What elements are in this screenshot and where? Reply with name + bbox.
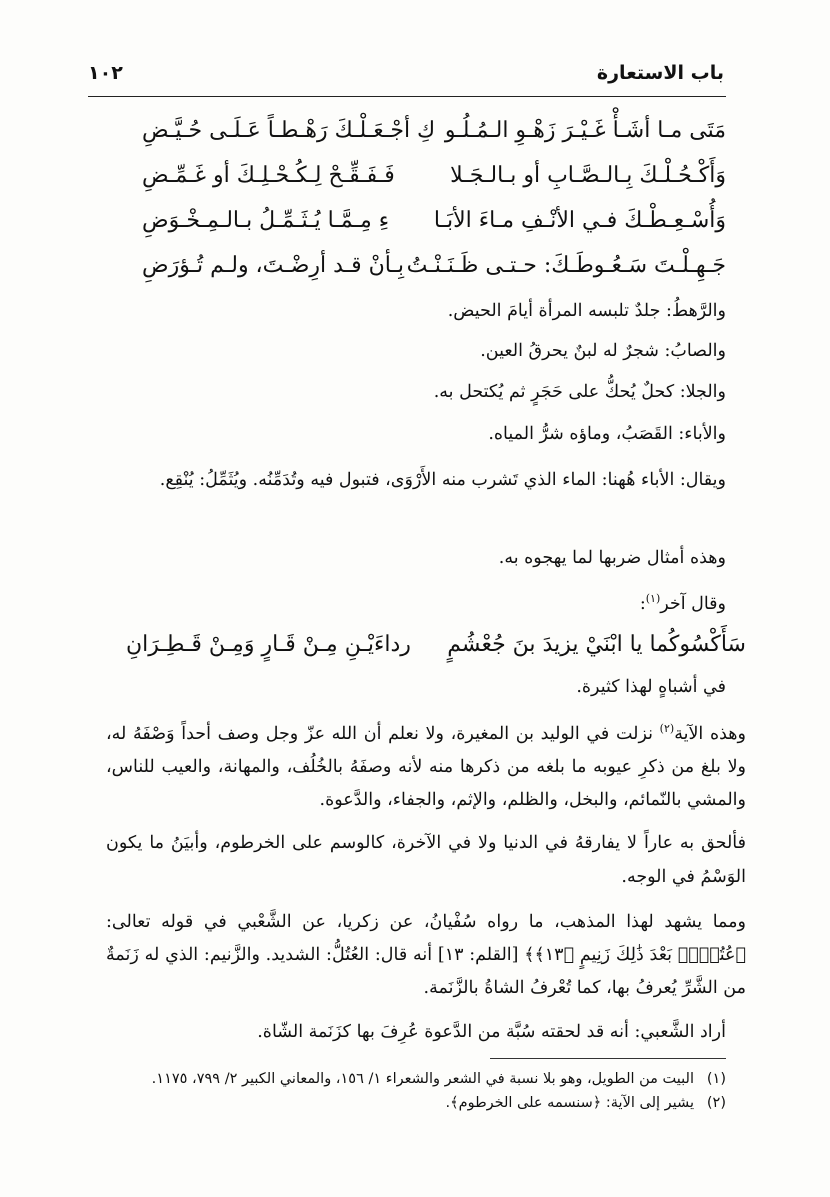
line-amthal: وهذه أمثال ضربها لما يهجوه به. — [498, 548, 726, 568]
paragraph-aya — [106, 712, 746, 817]
footnote-1 — [106, 1068, 726, 1090]
page-number: ١٠٢ — [88, 62, 123, 84]
gloss-line: والرَّهطُ: جلدٌ تلبسه المرأة أيامَ الحيض. — [447, 301, 726, 321]
paragraph-abaa: ويقال: الأباء هُهنا: الماء الذي تَشرب منه الأَرْوَى، فتبول فيه وتُدَمِّنُه. ويُثَمِّلُ: يُنْقِع. — [159, 470, 726, 490]
paragraph-arada: أراد الشَّعبي: أنه قد لحقته سُبَّة من الدَّعوة عُرِفَ بها كزَنَمة الشّاة. — [257, 1022, 726, 1042]
paragraph-ilhaq: فألحق به عاراً لا يفارقهُ في الدنيا ولا في الآخرة، كالوسم على الخرطوم، وأبيَنُ ما يكون الوَسْمُ في الوجه. — [106, 833, 746, 887]
paragraph-shahid: ومما يشهد لهذا المذهب، ما رواه سُفْيانُ، عن زكريا، عن الشَّعْبي في قوله تعالى: ﴿عُتُلِّۭ بَعْدَ ذَٰلِكَ زَنِيمٍ ﴿١٣﴾﴾ [القلم: ١٣] أنه قال: العُتُلُّ: الشديد. والزَّنيم: الذي له زَنَمةٌ من الشَّرِّ يُعرفُ بها، كما تُعْرفُ الشاةُ بالزَّنَمة. — [106, 912, 747, 998]
aya-text-rest: نزلت في الوليد بن المغيرة، ولا نعلم أن الله عزّ وجل وصف أحداً وَصْفَهُ له، ولا بلغ من ذكرِ عيوبه ما بلغه من ذكرها منه لأنه وصفَهُ بالخُلُف، والمهانة، والعيب للناس، والمشي بالنّمائم، والبخل، والظلم، والإثم، والجفاء، والدَّعوة. — [106, 723, 746, 810]
qala-text: وقال آخر — [660, 593, 726, 614]
verse-first-hemistich: وَأَكْـحُـلْـكَ بِـالـصَّـابِ أو بـالـجَـلا — [450, 163, 726, 188]
footnote-ref-2[interactable]: (٢) — [659, 722, 675, 735]
header-divider — [88, 96, 726, 97]
footnote-text: البيت من الطويل، وهو بلا نسبة في الشعر والشعراء ١/ ١٥٦، والمعاني الكبير ٢/ ٧٩٩، ١١٧٥. — [151, 1071, 694, 1087]
gloss-line: والصابُ: شجرٌ له لبنٌ يحرقُ العين. — [480, 341, 726, 361]
verse-first-hemistich: جَـهِـلْـتَ سَـعُـوطَـكَ: حـتـى ظَـنَـنْـتُ — [406, 253, 726, 278]
footnote-ref-1[interactable]: (١) — [645, 592, 661, 605]
poem-verse — [142, 208, 726, 248]
footnote-2 — [106, 1092, 726, 1114]
poem-verse — [142, 118, 726, 158]
verse-first-hemistich: مَتَى مـا أشَـأْ غَـيْـرَ زَهْـوِ الـمُـلُـو — [444, 118, 726, 143]
verse-second-hemistich: فَـفَـقِّـحْ لِـكُـحْـلِـكَ أو غَـمِّـضِ — [142, 163, 395, 188]
qala-colon: : — [639, 593, 646, 614]
aya-text-start: وهذه الآية — [674, 723, 746, 744]
footnote-text: يشير إلى الآية: ﴿سنسمه على الخرطوم﴾. — [445, 1095, 694, 1111]
line-ashbah: في أشباهٍ لهذا كثيرة. — [576, 677, 726, 697]
poem-verse — [142, 253, 726, 293]
footnote-number: (١) — [706, 1071, 726, 1087]
verse-second-hemistich: رداءَيْـنِ مِـنْ قَـارٍ وَمِـنْ قَـطِـرَانِ — [126, 632, 411, 657]
verse-second-hemistich: كِ أجْـعَـلْـكَ رَهْـطـاً عَـلَـى حُـيَّـضِ — [142, 118, 436, 143]
footnote-number: (٢) — [706, 1095, 726, 1111]
page-header — [88, 58, 724, 92]
poem-verse — [126, 632, 746, 672]
gloss-line: والجلا: كحلٌ يُحكُّ على حَجَرٍ ثم يُكتحل به. — [433, 382, 726, 402]
footnote-divider — [490, 1058, 726, 1059]
verse-second-hemistich: بِـأنْ قـد أرِضْـتَ، ولـم تُـؤرَضِ — [142, 253, 405, 278]
gloss-line: والأباء: القَصَبُ، وماؤه شرُّ المياه. — [488, 424, 726, 444]
verse-second-hemistich: ءِ مِـمَّـا يُـثَـمِّـلُ بـالـمِـخْـوَضِ — [142, 208, 390, 233]
verse-first-hemistich: وَأُسْـعِـطْـكَ فـي الأنْـفِ مـاءَ الأبَـا — [433, 208, 726, 233]
poem-verse — [142, 163, 726, 203]
line-qala-akhar — [106, 583, 726, 620]
verse-first-hemistich: سَأَكْسُوكُما يا ابْنَيْ يزيدَ بنَ جُعْشُمٍ — [447, 632, 746, 657]
chapter-title: باب الاستعارة — [596, 62, 724, 84]
